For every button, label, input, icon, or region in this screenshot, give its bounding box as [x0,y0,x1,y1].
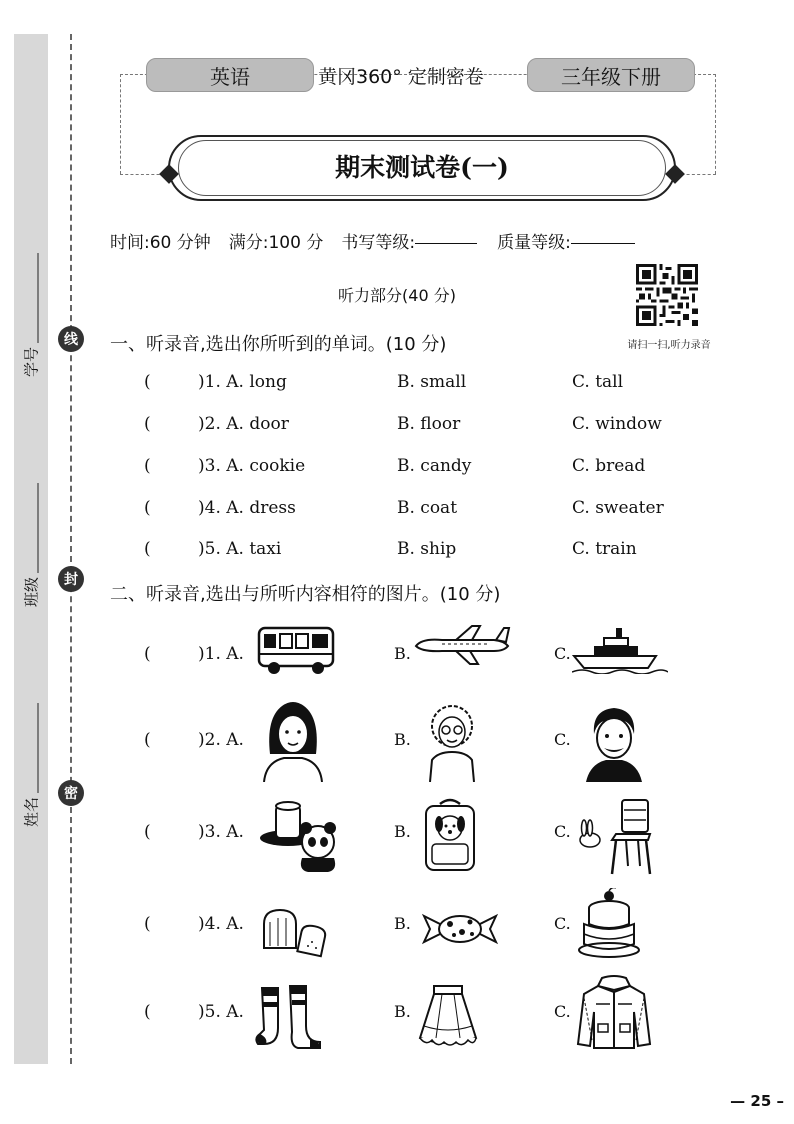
option-c-label: C. [554,822,571,841]
part1-heading: 一、听录音,选出你所听到的单词。(10 分) [110,334,447,355]
answer-blank[interactable]: ( [144,498,151,518]
option-c-label: C. [554,644,571,663]
answer-blank[interactable]: ( [144,914,151,934]
option-c-label: C. [554,730,571,749]
schoolbag-dog-icon[interactable] [420,796,480,876]
ship-icon[interactable] [572,626,668,674]
answer-blank[interactable]: ( [144,414,151,434]
option-a: )2. A. door [198,414,289,434]
part2-row [144,614,704,694]
option-b-label: B. [394,914,411,933]
subject-pill: 英语 [146,58,314,92]
quality-grade-label: 质量等级: [497,233,571,253]
option-b: B. floor [397,414,461,434]
option-c-label: C. [554,1002,571,1021]
part1-row [144,539,704,563]
option-a-label: )5. A. [198,1002,244,1022]
option-c: C. tall [572,372,624,392]
writing-grade-blank[interactable] [415,228,477,244]
cake-icon[interactable] [576,888,642,960]
part1-row [144,414,704,438]
quality-grade-blank[interactable] [571,228,635,244]
bus-icon[interactable] [256,622,336,678]
candy-icon[interactable] [422,910,498,948]
class-label: 班级 [22,576,41,608]
part2-row [144,972,704,1052]
answer-blank[interactable]: ( [144,456,151,476]
woman-icon[interactable] [262,698,324,782]
fold-mark-seal: 封 [58,566,84,592]
listening-section-title: 听力部分(40 分) [338,286,456,305]
qr-caption: 请扫一扫,听力录音 [627,340,711,351]
bread-icon[interactable] [260,904,332,958]
rabbit-chair-icon[interactable] [576,796,660,876]
socks-icon[interactable] [254,984,324,1052]
answer-blank[interactable]: ( [144,644,151,664]
option-a: )5. A. taxi [198,539,282,559]
answer-blank[interactable]: ( [144,730,151,750]
page-number: — 25 – [730,1092,784,1110]
fold-mark-line: 线 [58,326,84,352]
answer-blank[interactable]: ( [144,822,151,842]
time-limit: 时间:60 分钟 [110,233,211,253]
option-c: C. train [572,539,637,559]
option-a-label: )1. A. [198,644,244,664]
part1-row [144,498,704,522]
option-b: B. candy [397,456,472,476]
writing-grade-label: 书写等级: [341,233,416,253]
name-field[interactable] [16,690,46,840]
brand-label: 黄冈360° 定制密卷 [318,66,484,88]
fold-mark-secret: 密 [58,780,84,806]
option-b-label: B. [394,822,411,841]
part1-row [144,456,704,480]
option-b-label: B. [394,730,411,749]
option-a-label: )4. A. [198,914,244,934]
option-a-label: )3. A. [198,822,244,842]
fold-line [70,34,72,1064]
answer-blank[interactable]: ( [144,372,151,392]
option-a: )3. A. cookie [198,456,306,476]
grandmother-icon[interactable] [424,702,480,782]
student-id-field[interactable] [16,240,46,390]
class-field[interactable] [16,470,46,620]
option-c: C. bread [572,456,646,476]
exam-meta [110,228,653,253]
option-c-label: C. [554,914,571,933]
jacket-icon[interactable] [576,974,652,1052]
option-b-label: B. [394,644,411,663]
option-b: B. coat [397,498,458,518]
qr-code-icon[interactable] [636,264,698,326]
hat-panda-icon[interactable] [258,798,340,874]
airplane-icon[interactable] [412,624,512,666]
option-a-label: )2. A. [198,730,244,750]
grade-pill: 三年级下册 [527,58,695,92]
option-c: C. window [572,414,662,434]
skirt-icon[interactable] [416,984,480,1050]
part2-row [144,792,704,872]
page-title: 期末测试卷(一) [335,153,509,182]
option-b-label: B. [394,1002,411,1021]
option-b: B. ship [397,539,457,559]
student-id-label: 学号 [22,346,41,378]
part1-row [144,372,704,396]
name-label: 姓名 [22,796,41,828]
option-a: )1. A. long [198,372,287,392]
answer-blank[interactable]: ( [144,1002,151,1022]
part2-heading: 二、听录音,选出与所听内容相符的图片。(10 分) [110,584,501,605]
full-score: 满分:100 分 [228,233,324,253]
part2-row [144,700,704,780]
option-b: B. small [397,372,467,392]
option-a: )4. A. dress [198,498,296,518]
man-icon[interactable] [584,700,644,782]
option-c: C. sweater [572,498,664,518]
part2-row [144,884,704,964]
answer-blank[interactable]: ( [144,539,151,559]
